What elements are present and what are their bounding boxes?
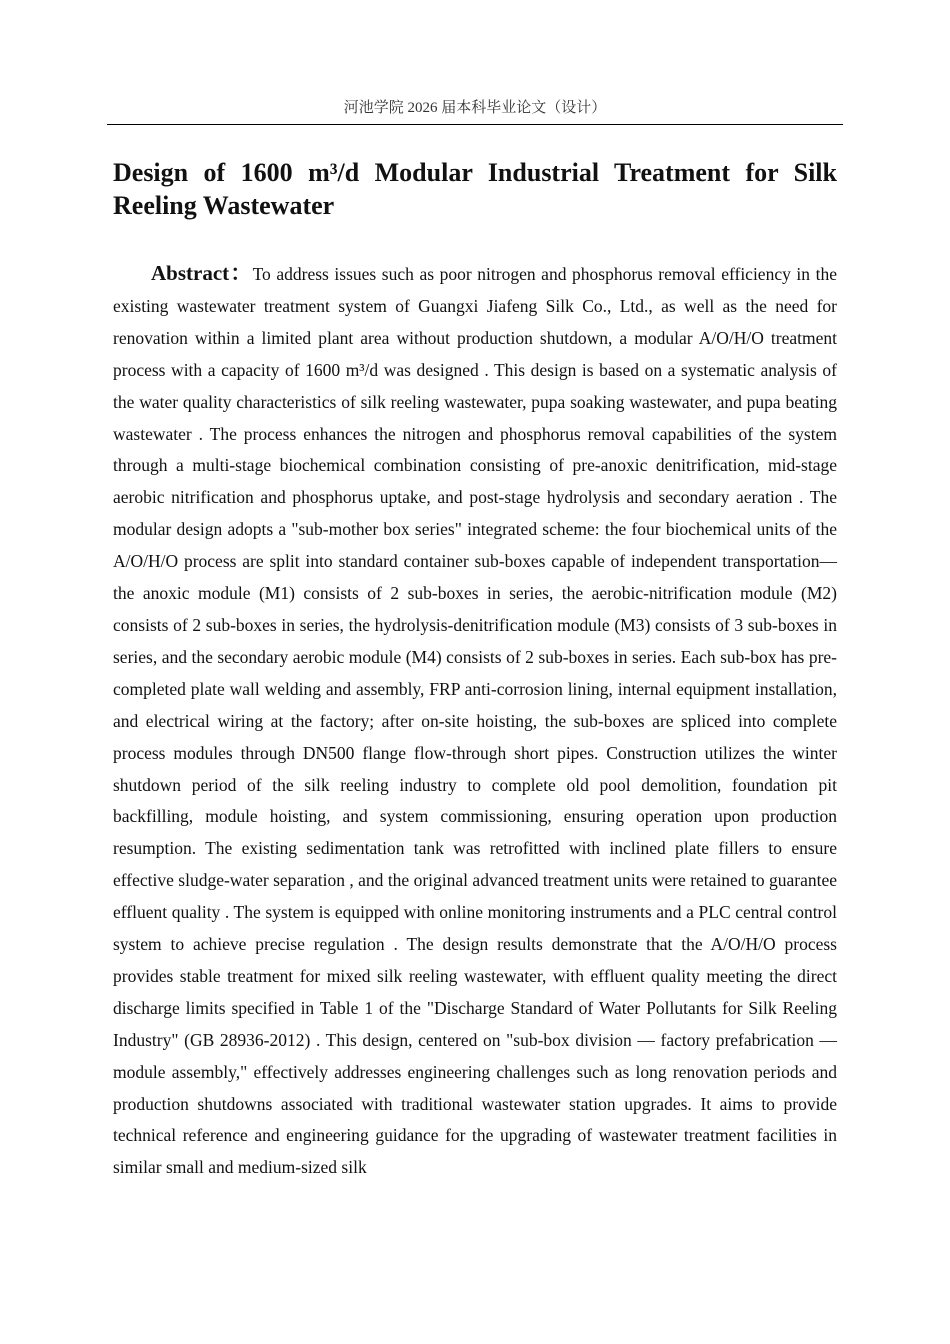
header-divider xyxy=(107,124,843,125)
abstract-label: Abstract： xyxy=(151,261,253,285)
paper-title: Design of 1600 m³/d Modular Industrial Treatment for Silk Reeling Wastewater xyxy=(113,158,837,220)
abstract-paragraph xyxy=(113,258,837,1184)
abstract-text: To address issues such as poor nitrogen and phosphorus removal efficiency in the existing wastewater treatment system of Guangxi Jiafeng Silk Co., Ltd., as well as the need for renovation within a limited plant area without production shutdown, a modular A/O/H/O treatment process with a capacity of 1600 m³/d was designed . This design is based on a systematic analysis of the water quality characteristics of silk reeling wastewater, pupa soaking wastewater, and pupa beating wastewater . The process enhances the nitrogen and phosphorus removal capabilities of the system through a multi-stage biochemical combination consisting of pre-anoxic denitrification, mid-stage aerobic nitrification and phosphorus uptake, and post-stage hydrolysis and secondary aeration . The modular design adopts a "sub-mother box series" integrated scheme: the four biochemical units of the A/O/H/O process are split into standard container sub-boxes capable of independent transportation—the anoxic module (M1) consists of 2 sub-boxes in series, the aerobic-nitrification module (M2) consists of 2 sub-boxes in series, the hydrolysis-denitrification module (M3) consists of 3 sub-boxes in series, and the secondary aerobic module (M4) consists of 2 sub-boxes in series. Each sub-box has pre-completed plate wall welding and assembly, FRP anti-corrosion lining, internal equipment installation, and electrical wiring at the factory; after on-site hoisting, the sub-boxes are spliced into complete process modules through DN500 flange flow-through short pipes. Construction utilizes the winter shutdown period of the silk reeling industry to complete old pool demolition, foundation pit backfilling, module hoisting, and system commissioning, ensuring operation upon production resumption. The existing sedimentation tank was retrofitted with inclined plate fillers to ensure effective sludge-water separation , and the original advanced treatment units were retained to guarantee effluent quality . The system is equipped with online monitoring instruments and a PLC central control system to achieve precise regulation . The design results demonstrate that the A/O/H/O process provides stable treatment for mixed silk reeling wastewater, with effluent quality meeting the direct discharge limits specified in Table 1 of the "Discharge Standard of Water Pollutants for Silk Reeling Industry" (GB 28936-2012) . This design, centered on "sub-box division — factory prefabrication — module assembly," effectively addresses engineering challenges such as long renovation periods and production shutdowns associated with traditional wastewater station upgrades. It aims to provide technical reference and engineering guidance for the upgrading of wastewater treatment facilities in similar small and medium-sized silk xyxy=(113,264,837,1178)
running-header: 河池学院 2026 届本科毕业论文（设计） xyxy=(343,100,607,116)
